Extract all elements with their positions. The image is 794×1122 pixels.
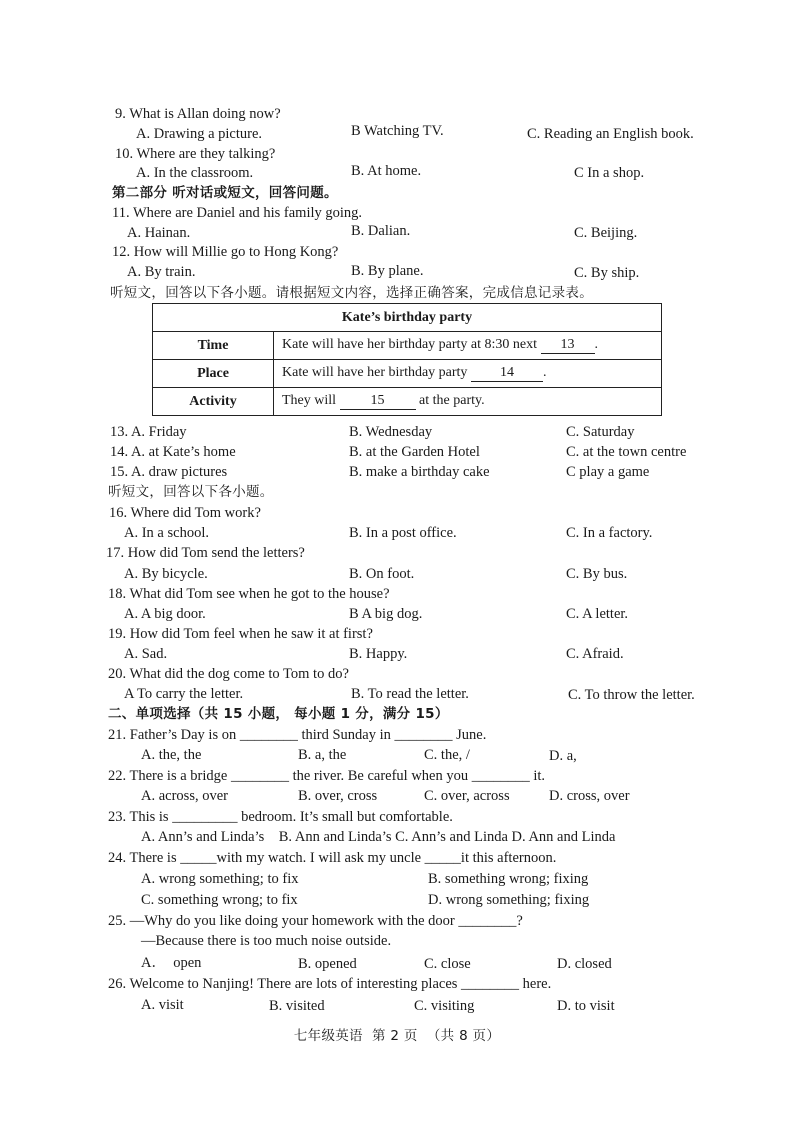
question-21-option-b: B. a, the bbox=[298, 747, 347, 763]
question-21-option-c: C. the, / bbox=[424, 747, 470, 763]
question-14-option-b: B. at the Garden Hotel bbox=[349, 444, 480, 460]
row-text: They will bbox=[282, 393, 337, 408]
question-19-option-c: C. Afraid. bbox=[566, 646, 624, 662]
part2-heading: 第二部分 听对话或短文，回答问题。 bbox=[112, 185, 338, 201]
question-25-option-c: C. close bbox=[424, 956, 471, 972]
question-24-option-a: A. wrong something; to fix bbox=[141, 871, 299, 887]
question-12-option-c: C. By ship. bbox=[574, 265, 640, 281]
question-12-option-b: B. By plane. bbox=[351, 263, 424, 279]
table-row bbox=[153, 360, 662, 388]
table-row-label: Place bbox=[153, 360, 274, 388]
question-23-stem: 23. This is _________ bedroom. It’s small but comfortable. bbox=[108, 809, 453, 825]
question-11-option-c: C. Beijing. bbox=[574, 225, 638, 241]
question-12-stem: 12. How will Millie go to Hong Kong? bbox=[112, 244, 339, 260]
question-16-option-b: B. In a post office. bbox=[349, 525, 457, 541]
question-25-option-b: B. opened bbox=[298, 956, 357, 972]
answer-blank-14[interactable]: 14 bbox=[471, 365, 543, 382]
question-20-option-b: B. To read the letter. bbox=[351, 686, 469, 702]
question-26-stem: 26. Welcome to Nanjing! There are lots of interesting places ________ here. bbox=[108, 976, 552, 992]
question-9-stem: 9. What is Allan doing now? bbox=[115, 106, 281, 122]
question-18-stem: 18. What did Tom see when he got to the house? bbox=[108, 586, 390, 602]
question-20-stem: 20. What did the dog come to Tom to do? bbox=[108, 666, 349, 682]
table-row bbox=[153, 388, 662, 416]
question-20-option-a: A To carry the letter. bbox=[124, 686, 244, 702]
question-26-option-c: C. visiting bbox=[414, 998, 475, 1014]
question-10-stem: 10. Where are they talking? bbox=[115, 146, 276, 162]
question-12-option-a: A. By train. bbox=[127, 264, 196, 280]
row-text-end: . bbox=[542, 365, 547, 380]
row-text-end: . bbox=[594, 337, 599, 352]
question-14-option-c: C. at the town centre bbox=[566, 444, 687, 460]
question-25-option-d: D. closed bbox=[557, 956, 612, 972]
question-22-stem: 22. There is a bridge ________ the river. Be careful when you ________ it. bbox=[108, 768, 546, 784]
question-16-stem: 16. Where did Tom work? bbox=[109, 505, 261, 521]
answer-blank-13[interactable]: 13 bbox=[541, 337, 595, 354]
question-15-option-a: 15. A. draw pictures bbox=[110, 464, 228, 480]
question-24-option-b: B. something wrong; fixing bbox=[428, 871, 589, 887]
page-footer: 七年级英语 第 2 页 （共 8 页） bbox=[293, 1028, 501, 1044]
question-16-option-c: C. In a factory. bbox=[566, 525, 653, 541]
question-23-options: A. Ann’s and Linda’s B. Ann and Linda’s C. Ann’s and Linda D. Ann and Linda bbox=[141, 829, 616, 845]
table-row-label: Activity bbox=[153, 388, 274, 416]
question-10-option-c: C In a shop. bbox=[574, 165, 645, 181]
row-text-end: at the party. bbox=[419, 393, 485, 408]
question-22-option-c: C. over, across bbox=[424, 788, 510, 804]
question-15-option-c: C play a game bbox=[566, 464, 650, 480]
question-19-stem: 19. How did Tom feel when he saw it at first? bbox=[108, 626, 373, 642]
question-13-option-c: C. Saturday bbox=[566, 424, 635, 440]
question-11-option-a: A. Hainan. bbox=[127, 225, 191, 241]
question-14-option-a: 14. A. at Kate’s home bbox=[110, 444, 236, 460]
question-26-option-b: B. visited bbox=[269, 998, 325, 1014]
question-11-option-b: B. Dalian. bbox=[351, 223, 411, 239]
passage-instruction: 听短文，回答以下各小题。请根据短文内容，选择正确答案，完成信息记录表。 bbox=[110, 285, 593, 301]
listening-instruction: 听短文，回答以下各小题。 bbox=[108, 484, 274, 500]
question-17-option-c: C. By bus. bbox=[566, 566, 628, 582]
question-22-option-d: D. cross, over bbox=[549, 788, 630, 804]
question-9-option-b: B Watching TV. bbox=[351, 123, 444, 139]
question-17-option-a: A. By bicycle. bbox=[124, 566, 208, 582]
table-row-content bbox=[274, 388, 662, 416]
question-18-option-b: B A big dog. bbox=[349, 606, 423, 622]
question-25-option-a: A． open bbox=[141, 955, 202, 971]
question-25-stem: 25. —Why do you like doing your homework with the door ________? bbox=[108, 913, 523, 929]
question-10-option-a: A. In the classroom. bbox=[136, 165, 254, 181]
question-13-option-a: 13. A. Friday bbox=[110, 424, 187, 440]
question-24-stem: 24. There is _____with my watch. I will ask my uncle _____it this afternoon. bbox=[108, 850, 557, 866]
table-row-content bbox=[274, 332, 662, 360]
question-16-option-a: A. In a school. bbox=[124, 525, 209, 541]
question-9-option-c: C. Reading an English book. bbox=[527, 126, 694, 142]
question-24-option-c: C. something wrong; to fix bbox=[141, 892, 298, 908]
question-25-reply: —Because there is too much noise outside. bbox=[141, 933, 392, 949]
table-title: Kate’s birthday party bbox=[153, 304, 662, 332]
section2-heading: 二、单项选择（共 15 小题， 每小题 1 分，满分 15） bbox=[108, 706, 449, 722]
question-24-option-d: D. wrong something; fixing bbox=[428, 892, 590, 908]
question-18-option-a: A. A big door. bbox=[124, 606, 206, 622]
question-18-option-c: C. A letter. bbox=[566, 606, 629, 622]
question-11-stem: 11. Where are Daniel and his family going. bbox=[112, 205, 363, 221]
table-row bbox=[153, 332, 662, 360]
question-21-stem: 21. Father’s Day is on ________ third Sunday in ________ June. bbox=[108, 727, 487, 743]
question-26-option-d: D. to visit bbox=[557, 998, 615, 1014]
question-21-option-a: A. the, the bbox=[141, 747, 202, 763]
question-19-option-a: A. Sad. bbox=[124, 646, 168, 662]
table-row-label: Time bbox=[153, 332, 274, 360]
birthday-party-table bbox=[152, 303, 662, 416]
question-17-option-b: B. On foot. bbox=[349, 566, 415, 582]
row-text: Kate will have her birthday party at 8:30 next bbox=[282, 337, 538, 352]
question-9-option-a: A. Drawing a picture. bbox=[136, 126, 263, 142]
question-13-option-b: B. Wednesday bbox=[349, 424, 433, 440]
question-19-option-b: B. Happy. bbox=[349, 646, 408, 662]
question-21-option-d: D. a, bbox=[549, 748, 577, 764]
question-22-option-a: A. across, over bbox=[141, 788, 228, 804]
question-17-stem: 17. How did Tom send the letters? bbox=[106, 545, 305, 561]
table-row-content bbox=[274, 360, 662, 388]
row-text: Kate will have her birthday party bbox=[282, 365, 468, 380]
answer-blank-15[interactable]: 15 bbox=[340, 393, 416, 410]
question-22-option-b: B. over, cross bbox=[298, 788, 378, 804]
question-20-option-c: C. To throw the letter. bbox=[568, 687, 695, 703]
question-26-option-a: A. visit bbox=[141, 997, 184, 1013]
question-15-option-b: B. make a birthday cake bbox=[349, 464, 490, 480]
question-10-option-b: B. At home. bbox=[351, 163, 422, 179]
